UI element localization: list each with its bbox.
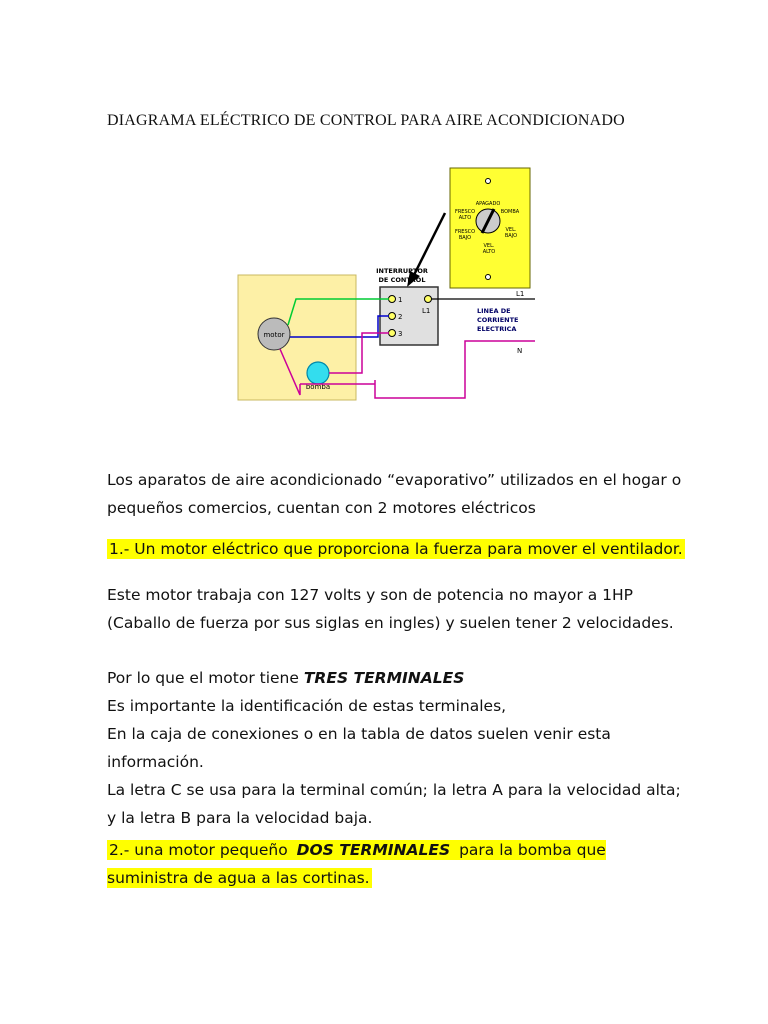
item1-heading-highlight: 1.- Un motor eléctrico que proporciona la fuerza para mover el ventilador. (109, 540, 683, 558)
tres-terminales-line (107, 664, 687, 692)
line-label-3: ELECTRICA (477, 325, 517, 333)
terminal-l1-label: L1 (422, 307, 431, 315)
tres-prefix: Por lo que el motor tiene (107, 669, 304, 687)
plate-screw-top (486, 179, 491, 184)
plate-screw-bottom (486, 275, 491, 280)
line-label-1: LINEA DE (477, 307, 511, 315)
intro-paragraph: Los aparatos de aire acondicionado “evaporativo” utilizados en el hogar o pequeños comercios, cuentan con 2 motores eléctricos (107, 471, 682, 517)
wiring-diagram (230, 165, 540, 405)
motor-label: motor (263, 331, 285, 339)
dial-label-bomba: BOMBA (500, 209, 520, 215)
terminal-1-icon (389, 296, 396, 303)
terminal-2-icon (389, 313, 396, 320)
switch-label-1: INTERRUPTOR (376, 267, 428, 275)
tres-bold: TRES TERMINALES (303, 669, 465, 687)
item1-text: Este motor trabaja con 127 volts y son de potencia no mayor a 1HP (Caballo de fuerza por sus siglas en ingles) y suelen tener 2 velocidades. (107, 586, 674, 632)
dial-label-apagado: APAGADO (475, 201, 501, 207)
dial-label-fresco-alto-2: ALTO (458, 215, 472, 221)
pump-label: bomba (305, 383, 331, 391)
dial-label-vel-alto-2: ALTO (482, 249, 496, 255)
letters-line: La letra C se usa para la terminal común; la letra A para la velocidad alta; y la letra B para la velocidad baja. (107, 781, 681, 827)
dial-label-vel-bajo-2: BAJO (504, 233, 518, 239)
dial-label-fresco-bajo-1: FRESCO (454, 229, 476, 235)
dial-label-vel-bajo-1: VEL. (505, 227, 517, 233)
line-label-2: CORRIENTE (477, 316, 519, 324)
terminal-2-label: 2 (398, 313, 403, 321)
terminal-3-label: 3 (398, 330, 403, 338)
line-l1-label: L1 (516, 290, 525, 298)
dial-label-vel-alto-1: VEL. (483, 243, 495, 249)
wire-neutral (375, 341, 535, 398)
connection-box-line: En la caja de conexiones o en la tabla de datos suelen venir esta información. (107, 725, 611, 771)
dial-label-fresco-bajo-2: BAJO (458, 235, 472, 241)
item2-prefix: 2.- una motor pequeño (109, 841, 293, 859)
terminal-3-icon (389, 330, 396, 337)
document-title: DIAGRAMA ELÉCTRICO DE CONTROL PARA AIRE ACONDICIONADO (107, 112, 625, 129)
pump-icon (307, 362, 329, 384)
dial-label-fresco-alto-1: FRESCO (454, 209, 476, 215)
item2-paragraph (107, 836, 687, 892)
item1-heading (107, 535, 687, 563)
item2-suffix: para la bomba que suministra de agua a las cortinas. (107, 841, 606, 887)
switch-label-2: DE CONTROL (378, 276, 426, 284)
terminal-l1-icon (425, 296, 432, 303)
line-n-label: N (517, 347, 523, 355)
identification-line: Es importante la identificación de estas terminales, (107, 697, 507, 715)
item2-bold: DOS TERMINALES (296, 841, 451, 859)
terminal-1-label: 1 (398, 296, 403, 304)
